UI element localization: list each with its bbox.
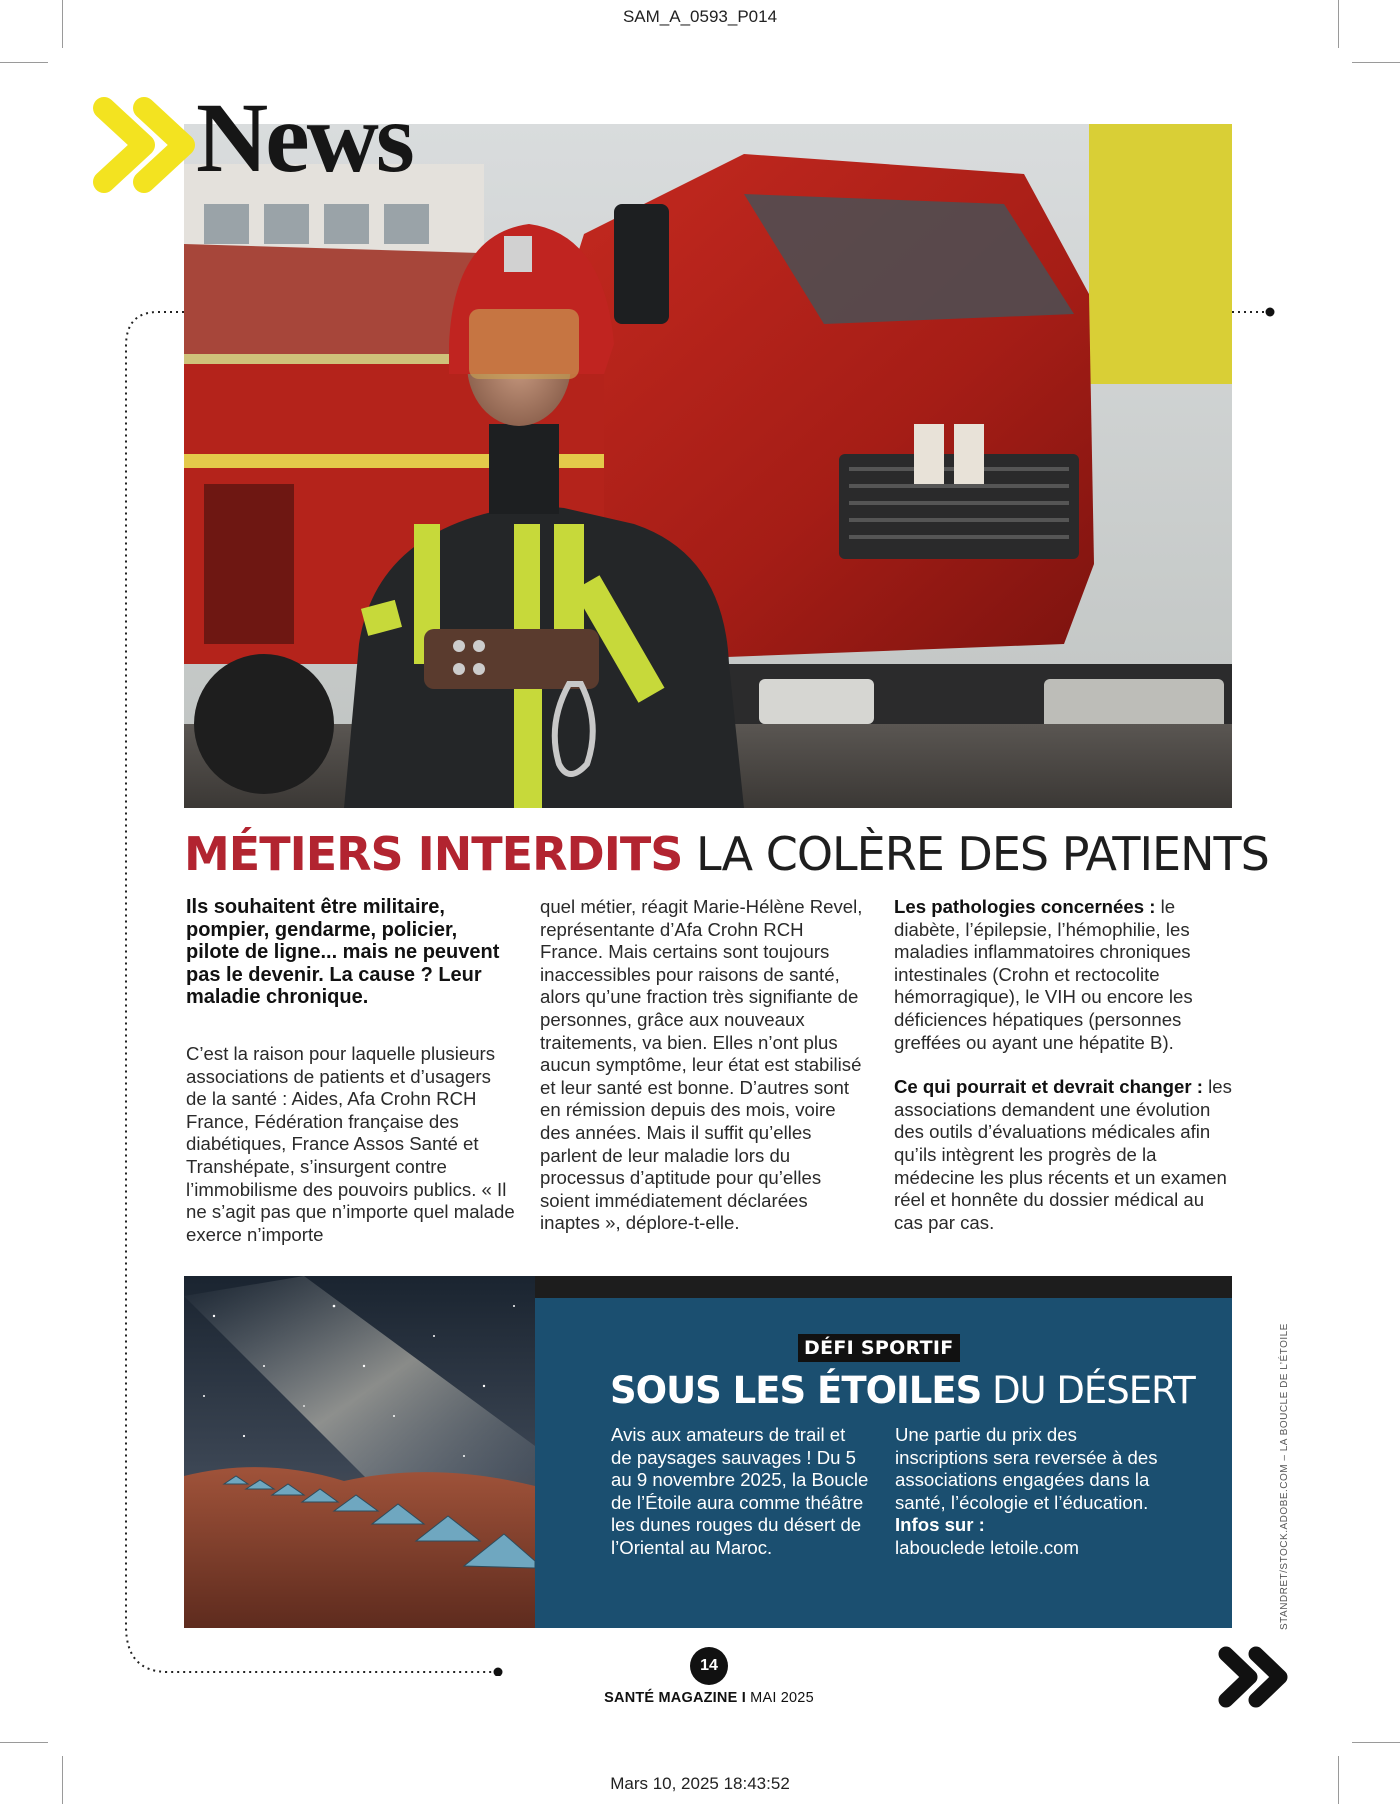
footer-magazine: SANTÉ MAGAZINE	[604, 1690, 738, 1706]
headline-rest: LA COLÈRE DES PATIENTS	[695, 827, 1269, 881]
print-slug-bottom: Mars 10, 2025 18:43:52	[610, 1774, 790, 1793]
pathologies-block	[894, 896, 1234, 1054]
box-info-url[interactable]: labouclede letoile.com	[895, 1536, 1079, 1558]
article-column-1	[186, 896, 516, 1246]
article-body-part1: C’est la raison pour laquelle plusieurs associations de patients et d’usagers de la santé : Aides, Afa Crohn RCH France, Fédération française des diabétiques, France Assos Santé et Transhépate, s’insurgent contre l’immobilisme des pouvoirs publics. « Il ne s’agit pas que n’importe quel malade exerce n’importe	[186, 1042, 515, 1245]
box-tag: DÉFI SPORTIF	[798, 1334, 960, 1362]
change-block	[894, 1076, 1234, 1234]
crop-mark	[0, 1742, 48, 1743]
box-info-label: Infos sur :	[895, 1514, 985, 1536]
crop-mark	[0, 62, 48, 63]
change-label: Ce qui pourrait et devrait changer :	[894, 1076, 1203, 1098]
pathologies-text: le diabète, l’épilepsie, l’hémophilie, les maladies inflammatoires chroniques intestinales (Crohn et rectocolite hémorragique), le VIH ou encore les déficiences hépatiques (personnes greffées ou ayant une hépatite B).	[894, 896, 1193, 1053]
dotted-line-decoration	[1232, 306, 1276, 320]
box-title	[610, 1368, 1195, 1414]
box-column-2-text: Une partie du prix des inscriptions sera reversée à des associations engagées dans la santé, l’écologie et l’éducation.	[895, 1424, 1158, 1513]
desert-night-photo	[184, 1276, 535, 1628]
footer-separator: I	[741, 1690, 746, 1706]
page-footer	[0, 1690, 1400, 1706]
article-headline	[184, 826, 1269, 882]
article-column-2	[540, 896, 870, 1235]
article-column-3	[894, 896, 1234, 1256]
crop-mark	[1352, 1742, 1400, 1743]
box-column-1: Avis aux amateurs de trail et de paysages sauvages ! Du 5 au 9 novembre 2025, la Boucle de l’Étoile aura comme théâtre les dunes rouges du désert de l’Oriental au Maroc.	[611, 1424, 869, 1558]
photo-credit: STANDRET/STOCK.ADOBE.COM – LA BOUCLE DE L’ÉTOILE	[1279, 1323, 1290, 1630]
article-body-part2: quel métier, réagit Marie-Hélène Revel, représentante d’Afa Crohn RCH France. Mais certains sont toujours inaccessibles pour raisons de santé, alors qu’une fraction très signifiante de personnes, grâce aux nouveaux traitements, va bien. Elles n’ont plus aucun symptôme, leur état est stabilisé et leur santé est bonne. D’autres sont en rémission depuis des mois, voire des années. Mais il suffit qu’elles parlent de leur maladie lors du processus d’aptitude pour qu’elles soient immédiatement déclarées inaptes », déplore-t-elle.	[540, 896, 863, 1234]
pathologies-label: Les pathologies concernées :	[894, 896, 1156, 917]
box-column-2	[895, 1424, 1165, 1560]
page-number: 14	[690, 1647, 728, 1685]
box-title-rest: DU DÉSERT	[992, 1369, 1195, 1412]
box-title-bold: SOUS LES ÉTOILES	[610, 1369, 982, 1412]
headline-bold: MÉTIERS INTERDITS	[184, 827, 683, 881]
article-lead: Ils souhaitent être militaire, pompier, gendarme, policier, pilote de ligne... mais ne peuvent pas le devenir. La cause ? Leur maladie chronique.	[186, 896, 500, 1009]
section-title: News	[196, 82, 412, 193]
footer-issue: MAI 2025	[750, 1690, 814, 1706]
next-page-chevron-icon	[1216, 1644, 1294, 1710]
section-chevron-icon	[92, 90, 202, 200]
print-slug-top: SAM_A_0593_P014	[622, 7, 778, 26]
crop-mark	[1352, 62, 1400, 63]
change-text: les associations demandent une évolution des outils d’évaluations médicales afin qu’ils intègrent les progrès de la médecine les plus récents et un examen réel et honnête du dossier médical au cas par cas.	[894, 1076, 1232, 1233]
